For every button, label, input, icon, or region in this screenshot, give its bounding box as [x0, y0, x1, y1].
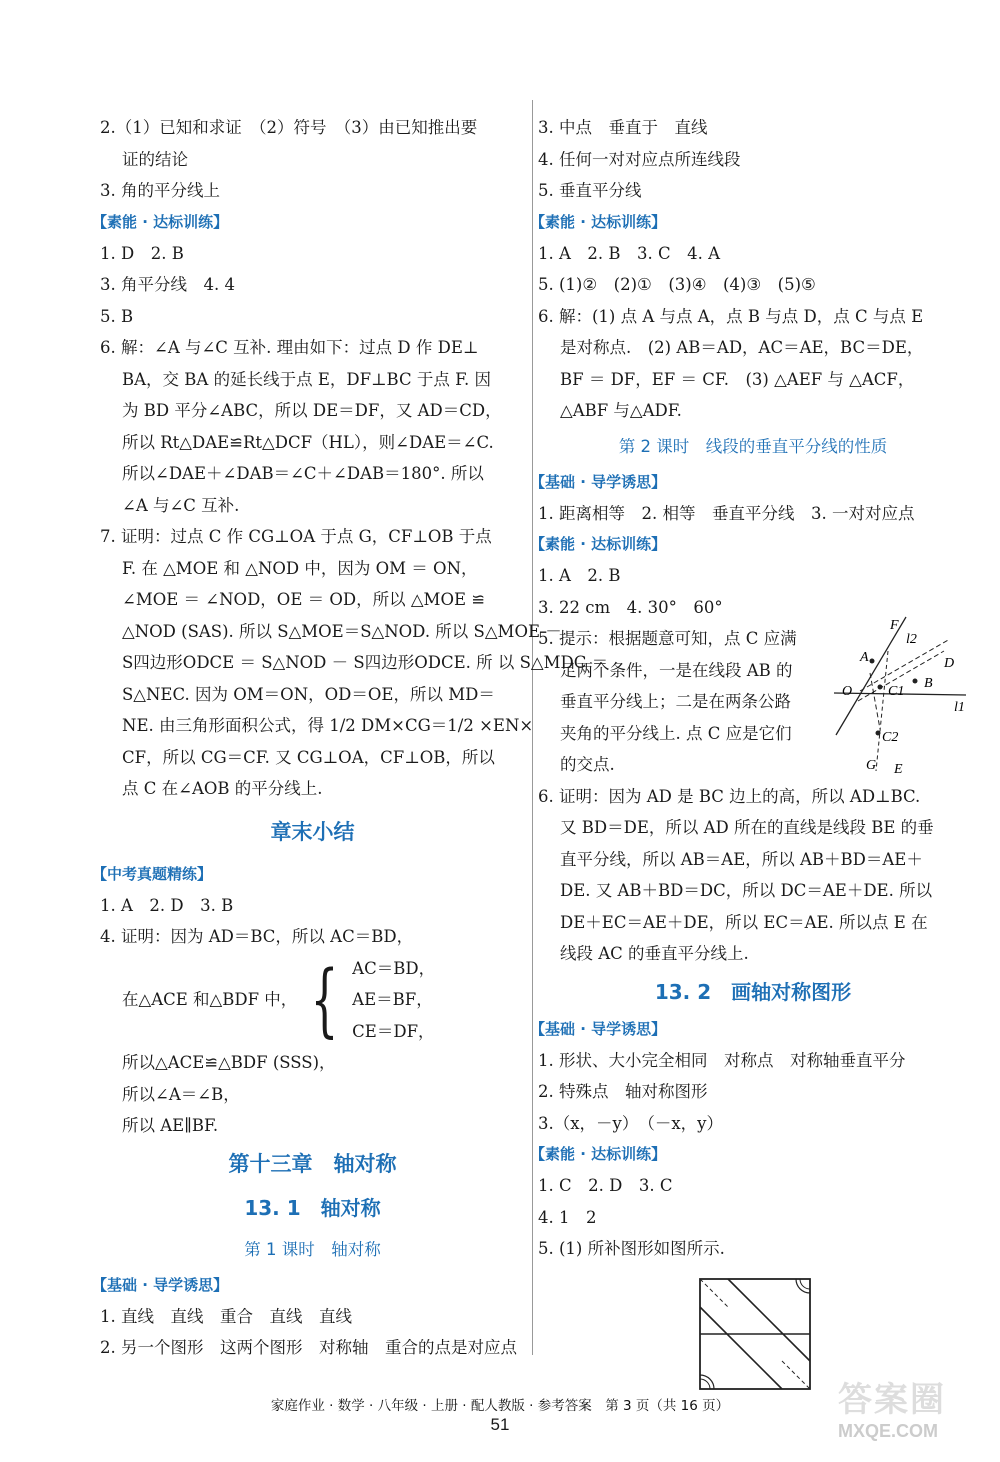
answer-line: 为 BD 平分∠ABC，所以 DE＝DF，又 AD＝CD，: [122, 401, 502, 420]
answer-line: 2. 特殊点 轴对称图形: [538, 1082, 708, 1101]
answer-line: ∠MOE ＝ ∠NOD，OE ＝ OD，所以 △MOE ≌: [122, 590, 486, 609]
lesson-heading: 第 1 课时 轴对称: [244, 1239, 381, 1259]
footer: 家庭作业 · 数学 · 八年级 · 上册 · 配人教版 · 参考答案 第 3 页（共 16 页）: [270, 1398, 730, 1414]
answer-line: 7. 证明：过点 C 作 CG⊥OA 于点 G，CF⊥OB 于点: [100, 527, 492, 546]
answer-line: 1. D 2. B: [100, 243, 184, 263]
label-D: D: [944, 656, 955, 671]
label-l1: l1: [954, 700, 965, 715]
answer-line: 所以 AE∥BF.: [122, 1116, 219, 1135]
watermark-text: 答案圈: [838, 1380, 946, 1420]
section-tag: 【素能 · 达标训练】: [92, 212, 229, 231]
answer-line: 1. A 2. D 3. B: [100, 895, 234, 915]
answer-line: 1. C 2. D 3. C: [538, 1176, 673, 1195]
system-line: AC＝BD，: [352, 958, 436, 978]
label-l2: l2: [906, 632, 917, 647]
section-tag: 【基础 · 导学诱思】: [530, 472, 667, 491]
label-F: F: [890, 618, 899, 633]
answer-line: 4. 证明：因为 AD＝BC，所以 AC＝BD，: [100, 927, 414, 946]
answer-line: 所以∠DAE＋∠DAB＝∠C＋∠DAB＝180°. 所以: [122, 464, 484, 483]
system-prefix: 在△ACE 和△BDF 中，: [122, 990, 298, 1009]
answer-line: 夹角的平分线上. 点 C 应是它们: [560, 723, 792, 743]
section-heading: 13. 2 画轴对称图形: [654, 979, 852, 1004]
answer-line: △NOD (SAS). 所以 S△MOE＝S△NOD. 所以 S△MOE －: [122, 621, 562, 641]
answer-line: 线段 AC 的垂直平分线上.: [560, 944, 749, 963]
answer-line: 1. A 2. B 3. C 4. A: [538, 243, 721, 263]
label-C2: C2: [882, 730, 899, 745]
answer-line: NE. 由三角形面积公式，得 1/2 DM×CG＝1/2 ×EN×: [122, 716, 534, 735]
answer-line: 直平分线，所以 AB＝AE，所以 AB＋BD＝AE＋: [560, 849, 923, 869]
answer-line: 足两个条件，一是在线段 AB 的: [560, 660, 793, 680]
answer-line: 3. 中点 垂直于 直线: [538, 118, 708, 137]
answer-line: 所以 Rt△DAE≌Rt△DCF（HL），则∠DAE＝∠C.: [122, 432, 494, 452]
label-O: O: [842, 684, 853, 699]
answer-line: 3. 角的平分线上: [100, 181, 220, 200]
answer-line: 的交点.: [560, 755, 615, 774]
lesson-heading: 第 2 课时 线段的垂直平分线的性质: [618, 436, 888, 456]
answer-line: 所以△ACE≌△BDF (SSS)，: [122, 1053, 336, 1072]
answer-line: 所以∠A＝∠B，: [122, 1084, 240, 1104]
answer-line: 1. 距离相等 2. 相等 垂直平分线 3. 一对对应点: [538, 503, 915, 523]
answer-line: 是对称点. (2) AB＝AD，AC＝AE，BC＝DE，: [560, 338, 924, 357]
answer-line: F. 在 △MOE 和 △NOD 中，因为 OM ＝ ON，: [122, 558, 478, 578]
label-C1: C1: [888, 684, 905, 699]
answer-line: DE＋EC＝AE＋DE，所以 EC＝AE. 所以点 E 在: [560, 912, 928, 932]
answer-line: 1. 直线 直线 重合 直线 直线: [100, 1306, 352, 1326]
watermark: [838, 1372, 990, 1457]
problem-5-block: [538, 618, 968, 781]
right-column: [530, 112, 968, 1404]
label-E: E: [894, 762, 903, 777]
system-line: CE＝DF，: [352, 1021, 435, 1041]
answer-line: S四边形ODCE ＝ S△NOD － S四边形ODCE. 所 以 S△MDC ＝: [122, 653, 609, 672]
section-tag: 【素能 · 达标训练】: [530, 212, 667, 231]
answer-line: 1. 形状、大小完全相同 对称点 对称轴垂直平分: [538, 1050, 906, 1070]
answer-line: 又 BD＝DE，所以 AD 所在的直线是线段 BE 的垂: [560, 818, 934, 837]
answer-line: 点 C 在∠AOB 的平分线上.: [122, 779, 323, 798]
page-number: 51: [490, 1415, 510, 1434]
answer-line: 垂直平分线上；二是在两条公路: [560, 692, 791, 711]
answer-line: 3. 22 cm 4. 30° 60°: [538, 597, 723, 617]
section-tag: 【基础 · 导学诱思】: [530, 1019, 667, 1038]
chapter-heading: 第十三章 轴对称: [228, 1151, 397, 1176]
answer-line: 4. 任何一对对应点所连线段: [538, 149, 741, 169]
watermark-url: MXQE.COM: [838, 1421, 939, 1441]
section-heading: 13. 1 轴对称: [244, 1195, 381, 1220]
answer-line: BF ＝ DF，EF ＝ CF. (3) △AEF 与 △ACF，: [560, 369, 915, 389]
answer-line: 6. 解：∠A 与∠C 互补. 理由如下：过点 D 作 DE⊥: [100, 338, 479, 357]
label-B: B: [924, 676, 933, 691]
section-tag: 【素能 · 达标训练】: [530, 535, 667, 553]
section-tag: 【素能 · 达标训练】: [530, 1145, 667, 1163]
answer-line: DE. 又 AB＋BD＝DC，所以 DC＝AE＋DE. 所以: [560, 881, 933, 900]
section-tag: 【基础 · 导学诱思】: [92, 1275, 229, 1294]
answer-line: 5. 垂直平分线: [538, 181, 642, 200]
answer-line: 2. 另一个图形 这两个图形 对称轴 重合的点是对应点: [100, 1338, 517, 1357]
answer-line: 证的结论: [122, 149, 188, 169]
answer-line: 5. (1) 所补图形如图所示.: [538, 1239, 725, 1258]
answer-line: 3. 角平分线 4. 4: [100, 275, 235, 294]
chapter-summary-heading: 章末小结: [270, 819, 355, 844]
label-G: G: [866, 758, 877, 773]
answer-line: 6. 证明：因为 AD 是 BC 边上的高，所以 AD⊥BC.: [538, 786, 921, 806]
system-line: AE＝BF，: [352, 990, 433, 1009]
answer-line: 4. 1 2: [538, 1207, 597, 1227]
answer-line: ∠A 与∠C 互补.: [122, 495, 240, 515]
answer-line: 2.（1）已知和求证 （2）符号 （3）由已知推出要: [100, 118, 478, 137]
answer-line: CF，所以 CG＝CF. 又 CG⊥OA，CF⊥OB，所以: [122, 747, 495, 767]
answer-line: 5. (1)② (2)① (3)④ (4)③ (5)⑤: [538, 275, 816, 294]
answer-line: 5. 提示：根据题意可知，点 C 应满: [538, 629, 797, 648]
answer-line: S△NEC. 因为 OM＝ON，OD＝OE，所以 MD＝: [122, 684, 495, 704]
answer-line: 3.（x，－y） （－x，y）: [538, 1113, 723, 1133]
label-A: A: [860, 650, 869, 665]
section-tag: 【中考真题精练】: [92, 864, 213, 883]
system-lines: [352, 953, 435, 1048]
equation-system: [100, 953, 525, 1048]
road-intersection-diagram: [830, 611, 968, 779]
answer-line: 1. A 2. B: [538, 566, 621, 585]
answer-line: 6. 解：(1) 点 A 与点 A，点 B 与点 D，点 C 与点 E: [538, 306, 924, 326]
answer-line: 5. B: [100, 306, 134, 326]
brace: {: [310, 952, 339, 1046]
answer-line: BA，交 BA 的延长线于点 E，DF⊥BC 于点 F. 因: [122, 369, 491, 389]
answer-line: △ABF 与△ADF.: [560, 401, 682, 420]
